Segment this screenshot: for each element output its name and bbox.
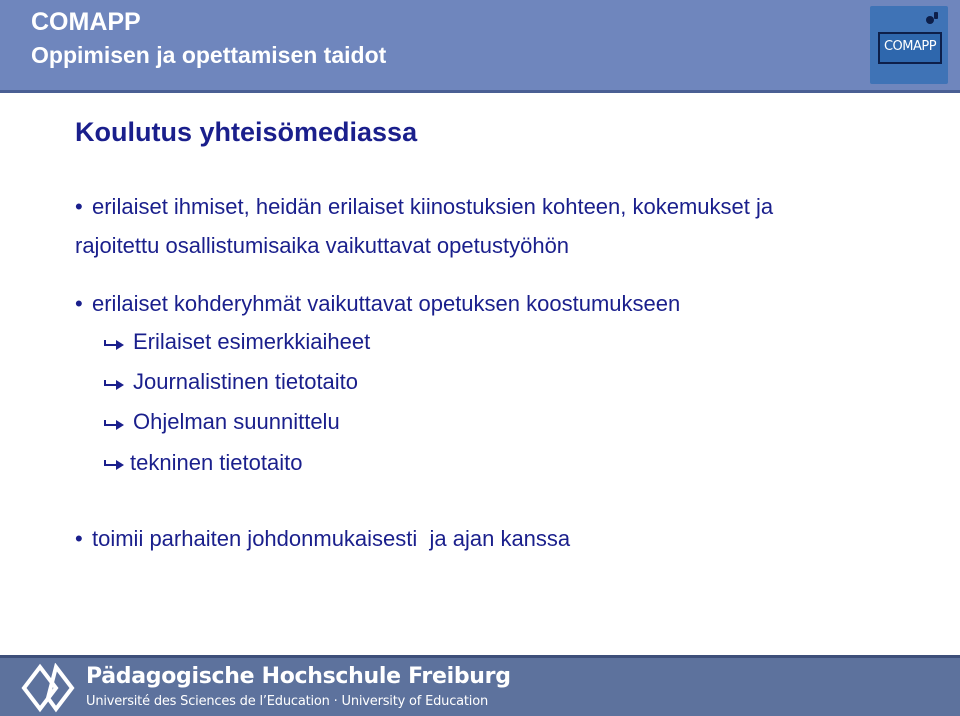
logo-text: COMAPP <box>883 39 937 54</box>
subitem-3: Ohjelman suunnittelu <box>133 409 340 434</box>
bullet3-text: toimii parhaiten johdonmukaisesti ja ajan kanssa <box>92 526 571 551</box>
arrow-right-icon <box>104 378 124 392</box>
logo-frame <box>878 32 942 64</box>
subitem-4: tekninen tietotaito <box>130 450 303 475</box>
bullet1-line1: erilaiset ihmiset, heidän erilaiset kiinostuksien kohteen, kokemukset ja <box>92 194 774 219</box>
header-title: COMAPP <box>31 8 141 36</box>
ph-freiburg-logo-icon <box>20 663 76 713</box>
subitem-2: Journalistinen tietotaito <box>133 369 359 394</box>
arrow-right-icon <box>104 458 124 472</box>
bullet2-text: erilaiset kohderyhmät vaikuttavat opetuksen koostumukseen <box>92 291 681 316</box>
logo-dot <box>926 16 934 24</box>
arrow-right-icon <box>104 338 124 352</box>
bullet-icon: • <box>75 526 83 551</box>
header-divider <box>0 90 960 93</box>
subitem-1: Erilaiset esimerkkiaiheet <box>133 329 371 354</box>
bullet1-line2: rajoitettu osallistumisaika vaikuttavat opetustyöhön <box>75 233 570 258</box>
arrow-right-icon <box>104 418 124 432</box>
bullet-icon: • <box>75 291 83 316</box>
comapp-logo-icon <box>870 6 948 84</box>
logo-tick <box>934 12 938 19</box>
bullet-icon: • <box>75 194 83 219</box>
slide-title: Koulutus yhteisömediassa <box>75 117 418 147</box>
header-subtitle: Oppimisen ja opettamisen taidot <box>31 42 387 68</box>
footer-institution-sub: Université des Sciences de l’Education · University of Education <box>86 694 489 709</box>
footer-institution: Pädagogische Hochschule Freiburg <box>86 664 511 689</box>
